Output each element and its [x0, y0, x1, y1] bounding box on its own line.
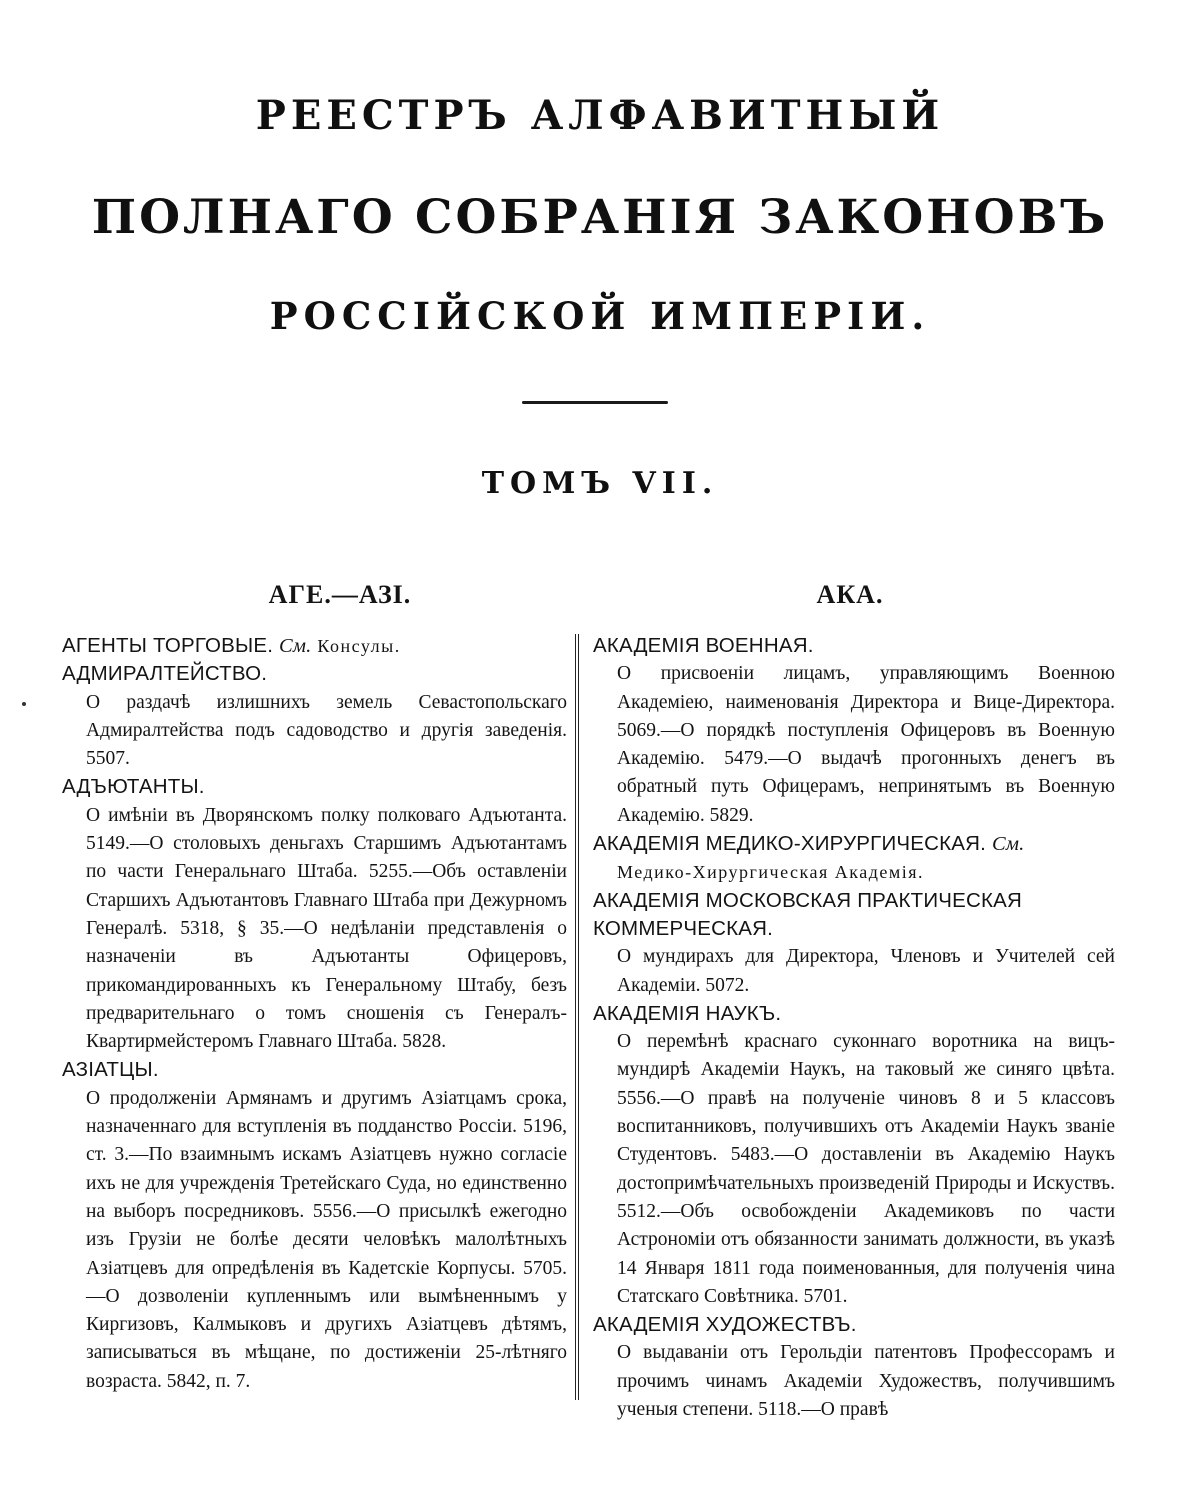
index-entry — [593, 1000, 1115, 1311]
entry-text: О перемѣнѣ краснаго суконнаго воротника на вицъ-мундирѣ Академіи Наукъ, на таковый же синяго цвѣта. 5556.—О правѣ на полученіе чиновъ 8 и 5 классовъ воспитанниковъ, получившихъ отъ Академіи Наукъ званіе Студентовъ. 5483.—О доставленіи въ Академію Наукъ достопримѣчательныхъ произведеній Природы и Искуствъ. 5512.—Объ освобожденіи Академиковъ по части Астрономіи отъ обязанности занимать должности, въ указѣ 14 Января 1811 года поименованныя, для полученія чина Статскаго Совѣтника. 5701. — [617, 1031, 1115, 1307]
index-entry — [593, 1311, 1115, 1424]
entry-text: О имѣніи въ Дворянскомъ полку полковаго Адъютанта. 5149.—О столовыхъ деньгахъ Старшимъ Адъютантамъ по части Генеральнаго Штаба. 5255.—Объ оставленіи Старшихъ Адъютантовъ Главнаго Штаба при Дежурномъ Генералѣ. 5318, § 35.—О недѣланіи представленія о назначеніи въ Адъютанты Офицеровъ, прикомандированныхъ къ Генеральному Штабу, безъ предварительнаго о томъ сношенія съ Генералъ-Квартирмейстеромъ Главнаго Штаба. 5828. — [86, 804, 567, 1053]
entry-title: АГЕНТЫ ТОРГОВЫЕ. — [62, 634, 274, 657]
entry-text: О присвоеніи лицамъ, управляющимъ Военною Академіею, наименованія Директора и Вице-Директора. 5069.—О порядкѣ поступленія Офицеровъ въ Военную Академію. 5479.—О выдачѣ прогонныхъ денегъ въ обратный путь Офицерамъ, непринятымъ въ Военную Академію. 5829. — [617, 663, 1115, 826]
volume-label: ТОМЪ VII. — [481, 466, 719, 501]
entry-title: АКАДЕМІЯ ВОЕННАЯ. — [593, 634, 814, 657]
index-entry — [62, 660, 567, 773]
see-reference: См. — [991, 833, 1025, 856]
entry-title: АКАДЕМІЯ МЕДИКО-ХИРУРГИЧЕСКАЯ. — [593, 832, 987, 856]
ornamental-rule — [522, 401, 668, 404]
ink-speck — [22, 702, 26, 706]
see-reference: См. — [279, 635, 312, 657]
cross-reference: Консулы. — [317, 636, 401, 656]
index-entry — [593, 632, 1115, 830]
entry-title: АКАДЕМІЯ НАУКЪ. — [593, 1001, 782, 1025]
cross-reference: Медико-Хирургическая Академія. — [617, 862, 925, 883]
index-entry — [62, 632, 567, 660]
entry-text: О продолженіи Армянамъ и другимъ Азіатцамъ срока, назначеннаго для вступленія въ подданство Россіи. 5196, ст. 3.—По взаимнымъ искамъ Азіатцевъ нужно согласіе ихъ не для учрежденія Третейскаго Суда, но единственно на выборъ посредниковъ. 5556.—О присылкѣ ежегодно изъ Грузіи не болѣе десяти человѣкъ малолѣтныхъ Азіатцевъ для опредѣленія въ Кадетскіе Корпусы. 5705.—О дозволеніи купленнымъ или вымѣненнымъ у Киргизовъ, Калмыковъ и другихъ Азіатцевъ дѣтямъ, записываться въ мѣщане, по достиженіи 25-лѣтняго возраста. 5842, п. 7. — [86, 1087, 567, 1392]
title-line-3: РОССІЙСКОЙ ИМПЕРІИ. — [269, 294, 931, 338]
right-column-heading: АКА. — [816, 580, 884, 609]
entry-title: АДЪЮТАНТЫ. — [62, 775, 205, 799]
entry-text: О выдаваніи отъ Герольдіи патентовъ Профессорамъ и прочимъ чинамъ Академіи Художествъ, получившимъ ученыя степени. 5118.—О правѣ — [617, 1342, 1115, 1421]
entry-title: АКАДЕМІЯ МОСКОВСКАЯ ПРАКТИЧЕСКАЯ КОММЕРЧЕСКАЯ. — [593, 888, 1023, 940]
index-entry — [593, 830, 1115, 887]
right-column — [593, 632, 1115, 1424]
title-line-1: РЕЕСТРЪ АЛФАВИТНЫЙ — [255, 92, 945, 139]
entry-title: АКАДЕМІЯ ХУДОЖЕСТВЪ. — [593, 1313, 857, 1337]
column-divider — [575, 634, 579, 1400]
entry-text: О мундирахъ для Директора, Членовъ и Учителей сей Академіи. 5072. — [617, 946, 1115, 996]
entry-title: АЗІАТЦЫ. — [62, 1058, 159, 1082]
entry-title: АДМИРАЛТЕЙСТВО. — [62, 662, 268, 686]
left-column — [62, 632, 567, 1396]
index-entry — [62, 773, 567, 1056]
entry-text: О раздачѣ излишнихъ земель Севастопольскаго Адмиралтейства подъ садоводство и другія заведенія. 5507. — [86, 691, 567, 770]
title-line-2: ПОЛНАГО СОБРАНІЯ ЗАКОНОВЪ — [91, 190, 1109, 245]
index-entry — [62, 1056, 567, 1396]
left-column-heading: АГЕ.—АЗІ. — [268, 580, 412, 609]
index-entry — [593, 887, 1115, 1000]
